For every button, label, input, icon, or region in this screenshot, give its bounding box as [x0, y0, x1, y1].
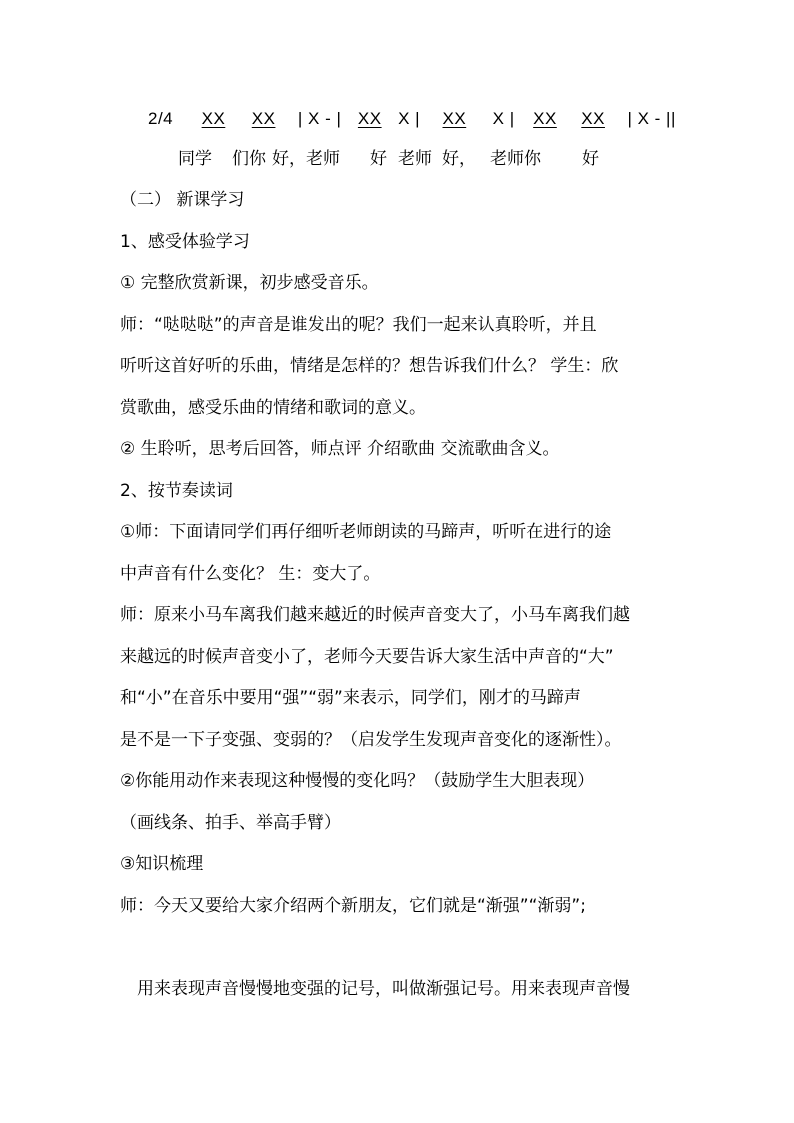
paragraph-line: ②你能用动作来表现这种慢慢的变化吗？（鼓励学生大胆表现） [120, 771, 595, 791]
paragraph-line: 听听这首好听的乐曲，情绪是怎样的？想告诉我们什么？ 学生：欣 [120, 356, 619, 376]
rhythm-beat: | X - || [627, 109, 676, 128]
paragraph-line: 和“小”在音乐中要用“强”“弱”来表示，同学们，刚才的马蹄声 [120, 688, 581, 708]
list-item: ② 生聆听，思考后回答，师点评 介绍歌曲 交流歌曲含义。 [120, 439, 560, 459]
subsection-heading: 2、按节奏读词 [120, 481, 233, 501]
rhythm-beat: XX [201, 109, 226, 128]
list-item: ③知识梳理 [120, 854, 204, 874]
rhythm-beat: | X - | [297, 109, 342, 128]
paragraph-line: 是不是一下子变强、变弱的？（启发学生发现声音变化的逐渐性）。 [120, 730, 622, 750]
paragraph-line: 师：今天又要给大家介绍两个新朋友，它们就是“渐强”“渐弱”; [120, 896, 586, 916]
paragraph-line: 来越远的时候声音变小了，老师今天要告诉大家生活中声音的“大” [120, 647, 614, 667]
rhythm-beat: XX [442, 109, 467, 128]
lyric-word: 好， [442, 149, 476, 169]
paragraph-line: 师：原来小马车离我们越来越近的时候声音变大了，小马车离我们越 [120, 605, 630, 625]
section-heading: （二） 新课学习 [120, 190, 245, 210]
lyric-word: 同学 [178, 149, 212, 169]
paragraph-line: 赏歌曲，感受乐曲的情绪和歌词的意义。 [120, 398, 426, 418]
rhythm-beat: XX [357, 109, 382, 128]
rhythm-notation [148, 107, 676, 131]
lyric-word: 老师 [398, 149, 432, 169]
paragraph-line: （画线条、拍手、举高手臂） [120, 813, 341, 833]
rhythm-beat: XX [581, 109, 605, 128]
lyric-word: 好 [582, 149, 599, 169]
subsection-heading: 1、感受体验学习 [120, 232, 250, 252]
list-item: ① 完整欣赏新课，初步感受音乐。 [120, 273, 379, 293]
paragraph-line: 师：“哒哒哒”的声音是谁发出的呢？我们一起来认真聆听，并且 [120, 315, 597, 335]
time-signature: 2/4 [148, 109, 174, 128]
paragraph-line: 用来表现声音慢慢地变强的记号，叫做渐强记号。用来表现声音慢 [137, 979, 630, 999]
rhythm-beat: X | [398, 109, 421, 128]
lyric-word: 好，老师 [272, 149, 340, 169]
rhythm-beat: XX [533, 109, 557, 128]
lyric-word: 们你 [232, 149, 266, 169]
paragraph-line: 中声音有什么变化？ 生：变大了。 [120, 564, 381, 584]
lyric-word: 老师你 [490, 149, 541, 169]
paragraph-line: ①师：下面请同学们再仔细听老师朗读的马蹄声，听听在进行的途 [120, 522, 612, 542]
lyric-word: 好 [370, 149, 387, 169]
rhythm-beat: X | [492, 109, 515, 128]
rhythm-beat: XX [251, 109, 276, 128]
